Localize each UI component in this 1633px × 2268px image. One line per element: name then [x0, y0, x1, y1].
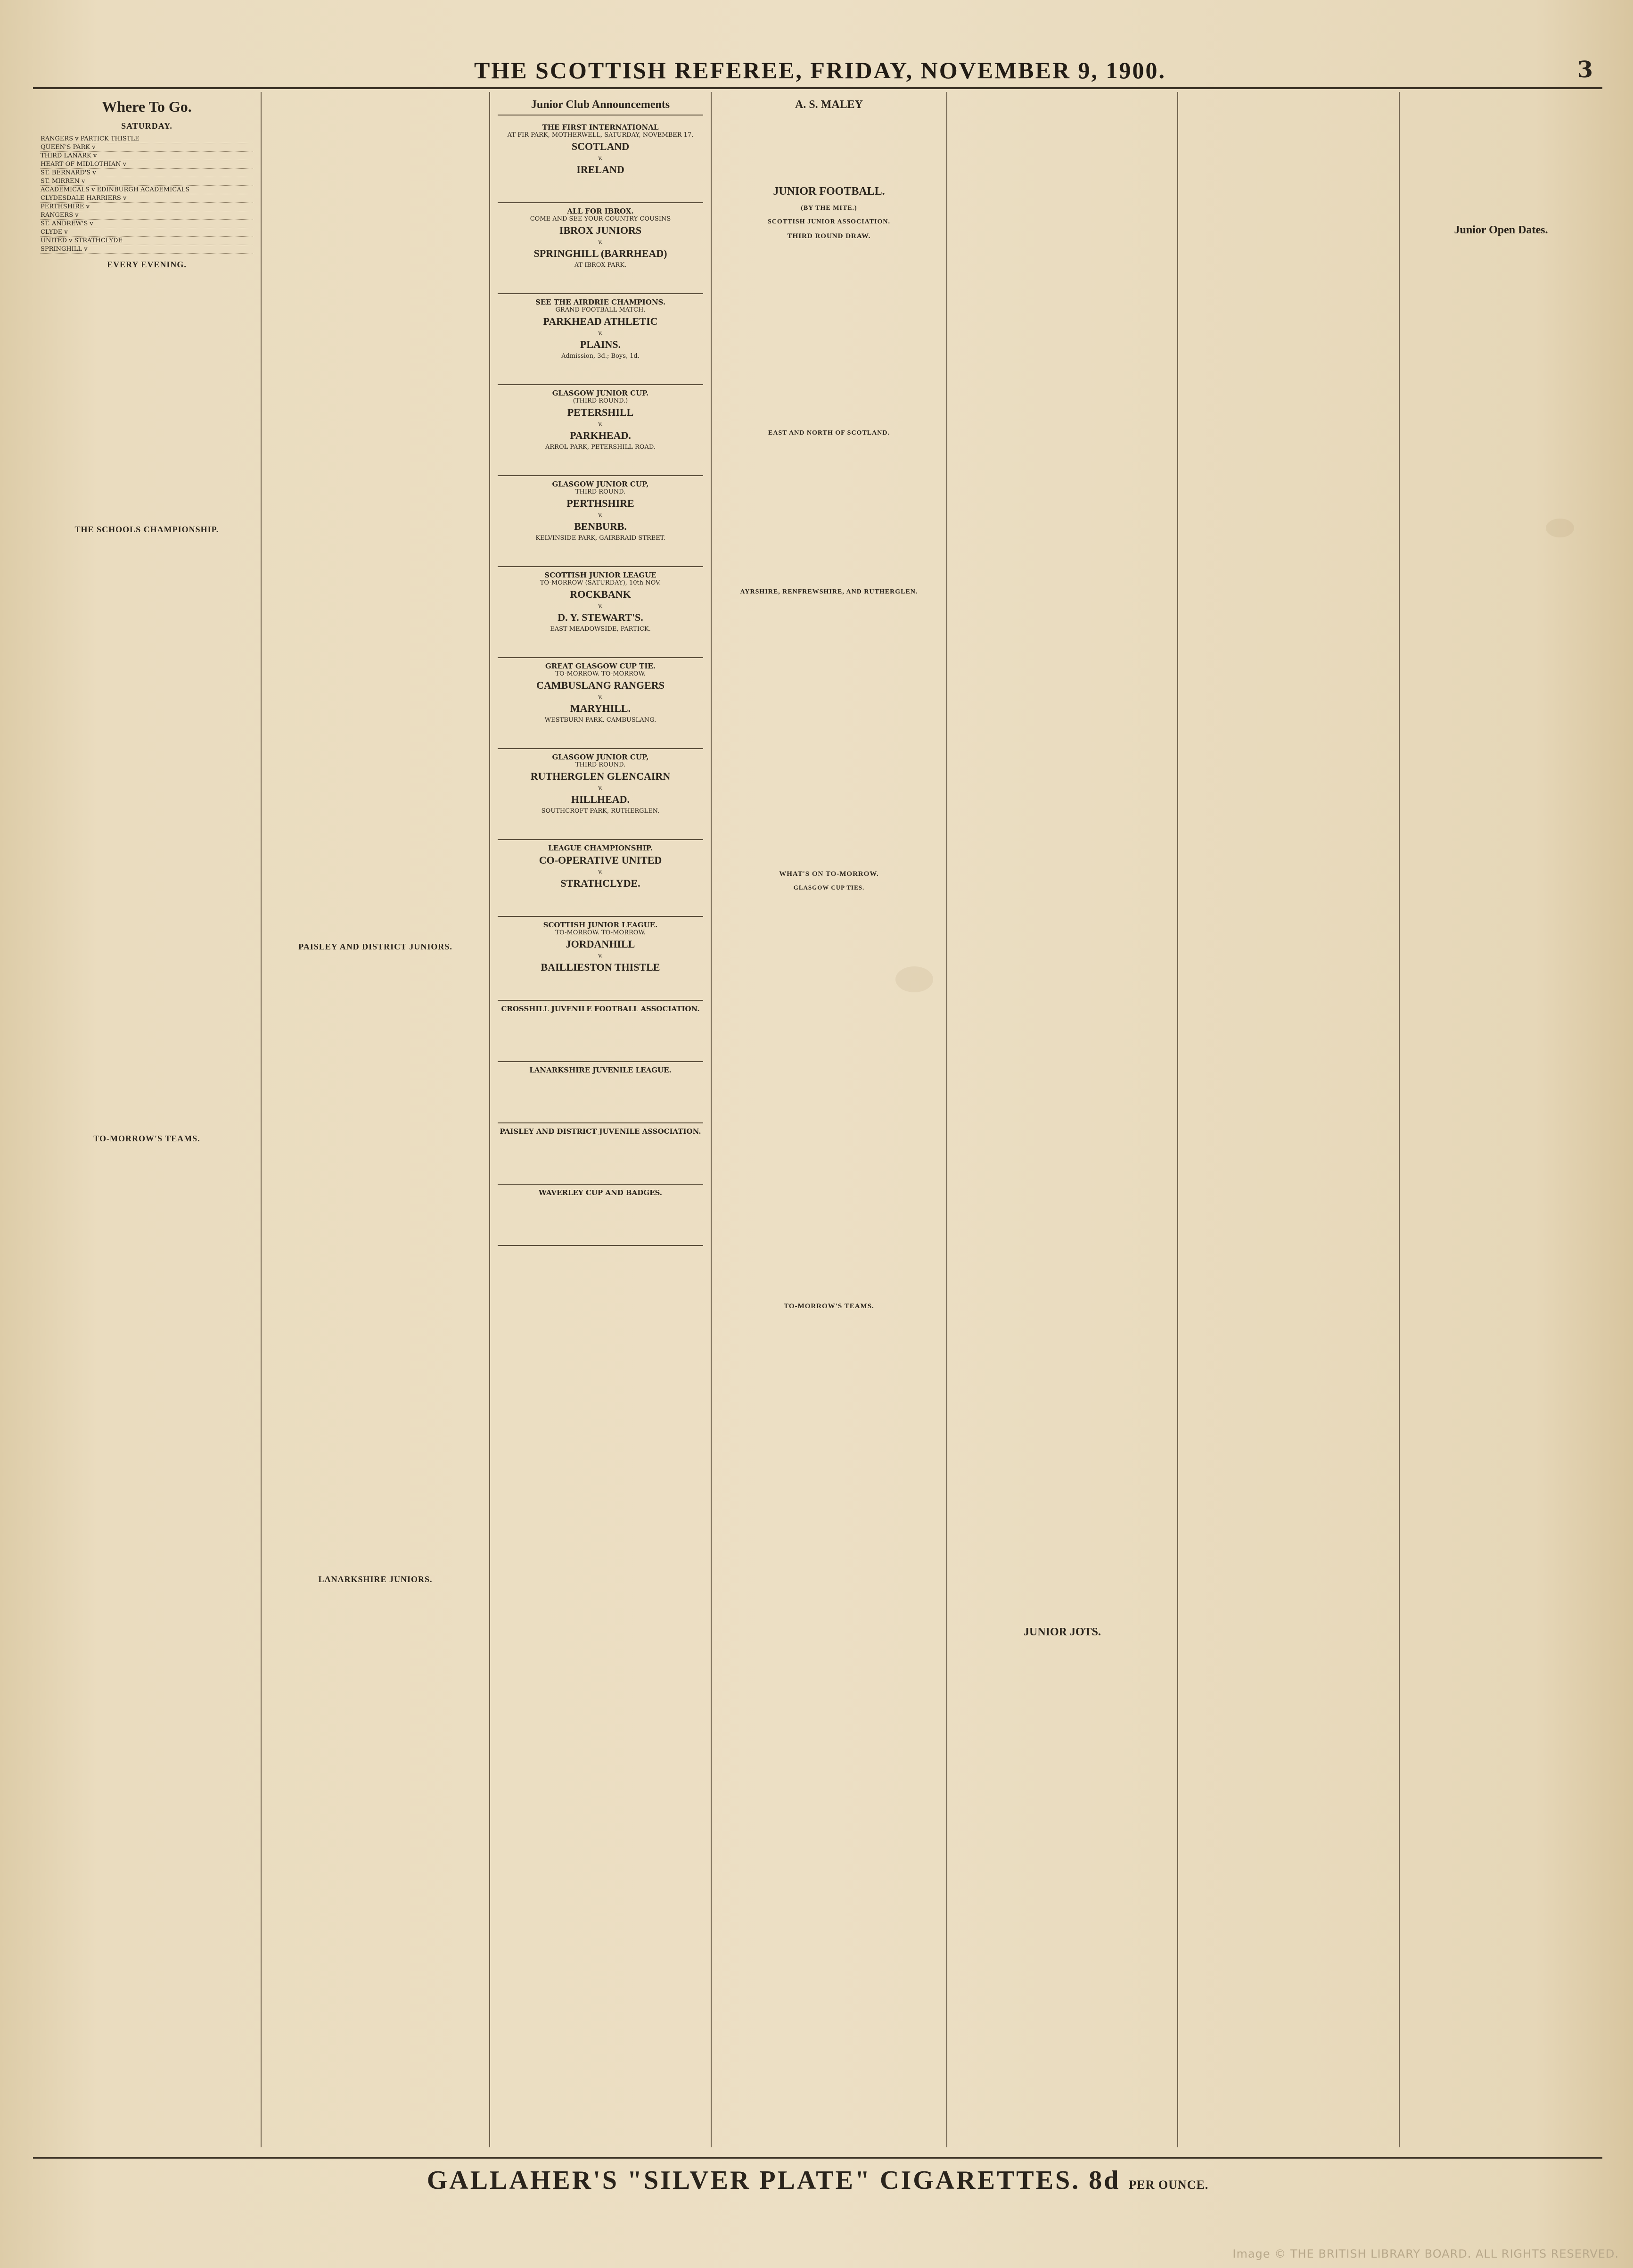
east-north-heading: EAST AND NORTH OF SCOTLAND. — [768, 429, 890, 437]
ad-line-l3: GRAND FOOTBALL MATCH. — [555, 306, 646, 314]
column-7 — [1400, 92, 1602, 2147]
ad-body-text — [498, 1013, 703, 1056]
fixture-label: CLYDESDALE HARRIERS v — [41, 194, 127, 202]
body-text — [41, 273, 253, 519]
body-text — [719, 1314, 939, 1974]
body-text — [719, 115, 939, 171]
ad-line-l4: WESTBURN PARK, CAMBUSLANG. — [544, 717, 656, 724]
ayrshire-heading: AYRSHIRE, RENFREWSHIRE, AND RUTHERGLEN. — [740, 588, 918, 596]
ad-line-l1: ALL FOR IBROX. — [567, 207, 634, 216]
fixture-label: SPRINGHILL v — [41, 245, 88, 253]
ad-line-l1: WAVERLEY CUP AND BADGES. — [538, 1188, 663, 1197]
fixture-label: UNITED v STRATHCLYDE — [41, 237, 123, 244]
body-text — [719, 244, 939, 423]
ad-line-l4: EAST MEADOWSIDE, PARTICK. — [550, 626, 651, 633]
fixture-list — [41, 135, 253, 254]
fixture-item — [41, 152, 253, 160]
ad-line-l3: COME AND SEE YOUR COUNTRY COUSINS — [530, 215, 671, 223]
ad-line-l1: GLASGOW JUNIOR CUP. — [552, 389, 649, 398]
ad-line-l2: PARKHEAD ATHLETIC — [543, 315, 658, 328]
ad-line-vs: v. — [598, 421, 603, 428]
column-5 — [947, 92, 1178, 2147]
footer-suffix: PER OUNCE. — [1129, 2178, 1209, 2192]
body-text — [269, 1588, 482, 2147]
fixture-label: THIRD LANARK v — [41, 152, 97, 159]
ad-body-text — [498, 815, 703, 833]
fixture-item — [41, 186, 253, 194]
body-text — [1407, 97, 1595, 214]
saturday-heading: SATURDAY. — [121, 121, 172, 131]
footer-advert-text — [33, 2165, 1602, 2195]
announcement-ad — [498, 840, 703, 917]
ad-line-l2b: MARYHILL. — [570, 702, 631, 715]
ad-body-text — [498, 891, 703, 910]
column-2 — [262, 92, 490, 2147]
junior-open-dates-heading: Junior Open Dates. — [1454, 224, 1548, 236]
fixture-item — [41, 211, 253, 220]
ad-line-l1: GLASGOW JUNIOR CUP, — [552, 480, 649, 489]
fixture-item — [41, 237, 253, 245]
ad-body-text — [498, 975, 703, 994]
ad-line-l1: LANARKSHIRE JUVENILE LEAGUE. — [529, 1066, 672, 1075]
ad-body-text — [498, 451, 703, 470]
ad-line-l1: GREAT GLASGOW CUP TIE. — [545, 662, 656, 671]
ad-line-l2b: BAILLIESTON THISTLE — [541, 961, 660, 973]
announcement-ad — [498, 1062, 703, 1123]
ad-line-l2b: PLAINS. — [580, 338, 621, 351]
ad-body-text — [498, 1197, 703, 1239]
schools-championship-heading: THE SCHOOLS CHAMPIONSHIP. — [74, 524, 219, 534]
ad-line-l2: CAMBUSLANG RANGERS — [536, 679, 665, 692]
ad-line-l2: ROCKBANK — [570, 588, 631, 601]
body-text — [955, 97, 1170, 1619]
ad-body-text — [498, 724, 703, 742]
ad-line-l3: TO-MORROW. TO-MORROW. — [555, 670, 646, 678]
whats-on-heading: WHAT'S ON TO-MORROW. — [779, 870, 879, 878]
footer-main: GALLAHER'S "SILVER PLATE" CIGARETTES. 8d — [427, 2166, 1121, 2195]
masthead-title: THE SCOTTISH REFEREE, FRIDAY, NOVEMBER 9, 1900. — [474, 57, 1166, 83]
announcement-ad — [498, 1185, 703, 1246]
fixture-item — [41, 245, 253, 254]
ad-line-l2b: D. Y. STEWART'S. — [558, 611, 643, 624]
junior-football-heading: JUNIOR FOOTBALL. — [773, 185, 885, 198]
fixture-label: QUEEN'S PARK v — [41, 143, 96, 151]
fixture-item — [41, 143, 253, 152]
body-text — [1407, 240, 1595, 2116]
fixture-label: CLYDE v — [41, 228, 68, 236]
ad-line-l1: THE FIRST INTERNATIONAL — [542, 123, 659, 132]
ad-line-l2b: STRATHCLYDE. — [560, 877, 640, 890]
body-text — [719, 600, 939, 864]
ad-line-l2b: SPRINGHILL (BARRHEAD) — [533, 247, 667, 260]
ad-line-l1: GLASGOW JUNIOR CUP, — [552, 753, 649, 762]
fixture-label: HEART OF MIDLOTHIAN v — [41, 160, 126, 168]
fixture-item — [41, 228, 253, 237]
ad-line-l3: TO-MORROW (SATURDAY), 10th NOV. — [540, 579, 661, 587]
announcement-ad — [498, 749, 703, 840]
ad-line-l4: SOUTHCROFT PARK, RUTHERGLEN. — [541, 808, 660, 815]
ad-line-l4: KELVINSIDE PARK, GAIRBRAID STREET. — [535, 535, 665, 542]
ad-line-l2: SCOTLAND — [571, 140, 630, 153]
copyright-watermark: Image © THE BRITISH LIBRARY BOARD. ALL RIGHTS RESERVED. — [1232, 2247, 1619, 2260]
ad-body-text — [498, 360, 703, 379]
ad-line-l3: THIRD ROUND. — [575, 488, 626, 496]
ad-line-vs: v. — [598, 868, 603, 876]
announcement-ad — [498, 385, 703, 476]
body-text — [41, 1147, 253, 2043]
tomorrows-teams-heading: TO-MORROW'S TEAMS. — [93, 1133, 200, 1143]
fixture-label: ST. ANDREW'S v — [41, 220, 93, 227]
ad-line-l2b: PARKHEAD. — [570, 429, 631, 442]
ad-line-vs: v. — [598, 952, 603, 960]
fixture-item — [41, 169, 253, 177]
ad-line-l3: (THIRD ROUND.) — [573, 397, 628, 405]
footer-advert — [33, 2157, 1602, 2201]
ad-line-l2: RUTHERGLEN GLENCAIRN — [530, 770, 671, 783]
announcement-ad — [498, 476, 703, 567]
fixture-label: ACADEMICALS v EDINBURGH ACADEMICALS — [41, 186, 190, 193]
ad-line-l4: AT IBROX PARK. — [574, 262, 627, 269]
ad-line-l2: CO-OPERATIVE UNITED — [539, 854, 662, 866]
fixture-item — [41, 203, 253, 211]
ad-line-vs: v. — [598, 602, 603, 610]
ad-line-l1: CROSSHILL JUVENILE FOOTBALL ASSOCIATION. — [501, 1005, 700, 1014]
ad-body-text — [498, 633, 703, 652]
announcement-ad — [498, 658, 703, 749]
body-text — [719, 440, 939, 582]
byline: (BY THE MITE.) — [801, 204, 857, 212]
junior-club-announcements-heading: Junior Club Announcements — [498, 99, 703, 115]
announcement-ad — [498, 203, 703, 294]
where-to-go-heading: Where To Go. — [102, 98, 192, 115]
column-3 — [490, 92, 712, 2147]
announcement-ad — [498, 567, 703, 658]
fixture-item — [41, 160, 253, 169]
ad-line-vs: v. — [598, 239, 603, 246]
ad-line-l3: AT FIR PARK, MOTHERWELL, SATURDAY, NOVEMBER 17. — [507, 132, 694, 139]
fixture-label: PERTHSHIRE v — [41, 203, 90, 210]
ad-line-l1: LEAGUE CHAMPIONSHIP. — [548, 844, 653, 853]
sja-heading: SCOTTISH JUNIOR ASSOCIATION. — [768, 218, 890, 226]
ad-line-l2b: IRELAND — [576, 164, 624, 176]
announcement-list — [498, 119, 703, 1246]
ad-body-text — [498, 1136, 703, 1178]
ad-line-l3: TO-MORROW. TO-MORROW. — [555, 929, 646, 937]
ad-line-l4: ARROL PARK, PETERSHILL ROAD. — [545, 444, 656, 451]
columns — [33, 92, 1602, 2147]
column-1 — [33, 92, 262, 2147]
ad-body-text — [498, 542, 703, 561]
body-text — [955, 1642, 1170, 2137]
ad-line-l2: PETERSHILL — [567, 406, 634, 419]
ad-body-text — [498, 269, 703, 288]
fixture-label: RANGERS v — [41, 211, 79, 219]
body-text — [1186, 97, 1391, 2138]
ad-line-l2: JORDANHILL — [566, 938, 635, 950]
col4-teams-heading: TO-MORROW'S TEAMS. — [784, 1302, 874, 1310]
lanarkshire-juniors-heading: LANARKSHIRE JUNIORS. — [318, 1574, 433, 1584]
announcement-ad — [498, 119, 703, 203]
junior-jots-heading: JUNIOR JOTS. — [1023, 1626, 1101, 1638]
third-round-draw-heading: THIRD ROUND DRAW. — [787, 232, 871, 240]
masthead-rule — [33, 87, 1602, 89]
column-6 — [1178, 92, 1400, 2147]
announcement-ad — [498, 1123, 703, 1185]
ad-body-text — [498, 1074, 703, 1117]
column-4 — [712, 92, 947, 2147]
ad-line-l1: SEE THE AIRDRIE CHAMPIONS. — [535, 298, 666, 307]
fixture-item — [41, 177, 253, 186]
fixture-item — [41, 194, 253, 203]
ad-line-vs: v. — [598, 155, 603, 162]
ad-line-l4: Admission, 3d.; Boys, 1d. — [561, 353, 640, 360]
ad-line-l1: SCOTTISH JUNIOR LEAGUE — [544, 571, 656, 580]
body-text — [269, 97, 482, 936]
fixture-item — [41, 220, 253, 228]
ad-line-l2: PERTHSHIRE — [566, 497, 634, 510]
announcement-ad — [498, 917, 703, 1001]
announcement-ad — [498, 294, 703, 385]
ad-line-l1: PAISLEY AND DISTRICT JUVENILE ASSOCIATION. — [500, 1127, 701, 1136]
every-evening-heading: EVERY EVENING. — [107, 259, 187, 269]
ad-line-vs: v. — [598, 693, 603, 701]
ad-line-l2: IBROX JUNIORS — [559, 224, 642, 237]
page-number: 3 — [1577, 57, 1593, 83]
ad-body-text — [498, 178, 703, 197]
ad-line-vs: v. — [598, 511, 603, 519]
fixture-label: ST. MIRREN v — [41, 177, 85, 185]
body-text — [269, 956, 482, 1568]
ad-line-vs: v. — [598, 330, 603, 337]
announcement-ad — [498, 1001, 703, 1062]
ad-line-l1: SCOTTISH JUNIOR LEAGUE. — [543, 921, 658, 930]
ad-line-l3: THIRD ROUND. — [575, 761, 626, 769]
fixture-label: RANGERS v PARTICK THISTLE — [41, 135, 140, 142]
fixture-label: ST. BERNARD'S v — [41, 169, 96, 176]
body-text — [719, 895, 939, 1296]
paisley-juniors-heading: PAISLEY AND DISTRICT JUNIORS. — [298, 942, 452, 951]
fixture-item — [41, 135, 253, 143]
glasgow-cup-ties-heading: GLASGOW CUP TIES. — [793, 884, 865, 891]
ad-line-l2b: HILLHEAD. — [571, 793, 630, 806]
ad-line-l2b: BENBURB. — [574, 520, 627, 533]
maley-heading: A. S. MALEY — [795, 99, 863, 111]
masthead — [42, 57, 1598, 90]
body-text — [41, 538, 253, 1128]
ad-line-vs: v. — [598, 784, 603, 792]
